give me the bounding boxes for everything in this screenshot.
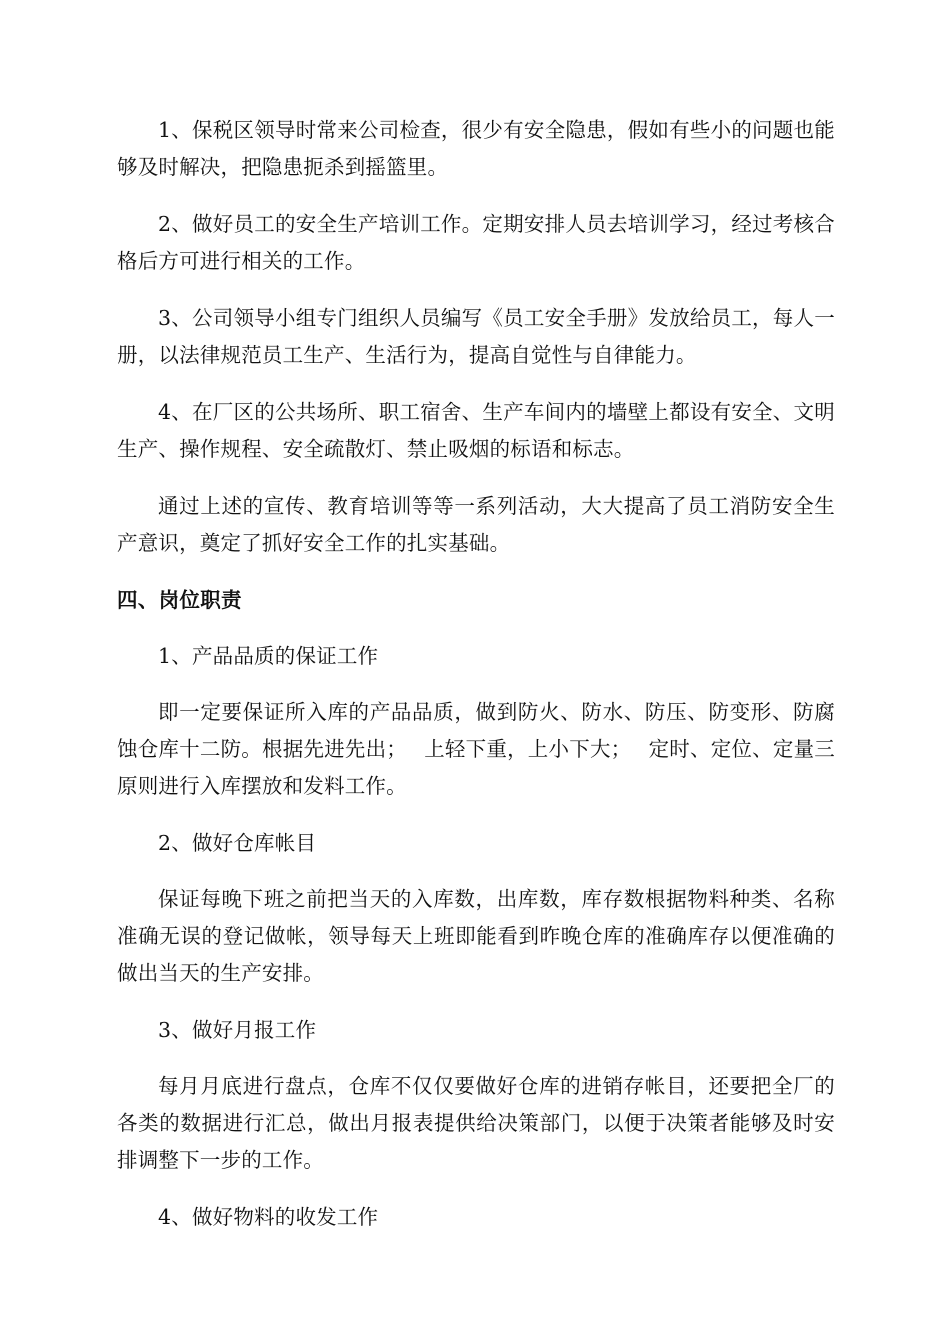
- paragraph-summary: 通过上述的宣传、教育培训等等一系列活动，大大提高了员工消防安全生产意识，奠定了抓好安全工作的扎实基础。: [117, 494, 835, 555]
- paragraph-signage: 4、在厂区的公共场所、职工宿舍、生产车间内的墙壁上都设有安全、文明生产、操作规程、安全疏散灯、禁止吸烟的标语和标志。: [117, 400, 835, 461]
- duty-title-material-handling: 4、做好物料的收发工作: [158, 1205, 379, 1229]
- paragraph-inspection: 1、保税区领导时常来公司检查，很少有安全隐患，假如有些小的问题也能够及时解决，把隐患扼杀到摇篮里。: [117, 118, 835, 179]
- duty-body-monthly-report: 每月月底进行盘点，仓库不仅仅要做好仓库的进销存帐目，还要把全厂的各类的数据进行汇总，做出月报表提供给决策部门，以便于决策者能够及时安排调整下一步的工作。: [117, 1074, 835, 1172]
- duty-title-monthly-report: 3、做好月报工作: [158, 1018, 317, 1042]
- paragraph-handbook: 3、公司领导小组专门组织人员编写《员工安全手册》发放给员工，每人一册，以法律规范员工生产、生活行为，提高自觉性与自律能力。: [117, 306, 835, 367]
- section-heading: 四、岗位职责: [117, 588, 242, 612]
- document-body: [117, 112, 835, 1255]
- duty-body-accounts: 保证每晚下班之前把当天的入库数，出库数，库存数根据物料种类、名称准确无误的登记做帐，领导每天上班即能看到昨晚仓库的准确库存以便准确的做出当天的生产安排。: [117, 887, 835, 985]
- duty-title-quality: 1、产品品质的保证工作: [158, 644, 379, 668]
- paragraph-training: 2、做好员工的安全生产培训工作。定期安排人员去培训学习，经过考核合格后方可进行相关的工作。: [117, 212, 835, 273]
- duty-title-accounts: 2、做好仓库帐目: [158, 831, 317, 855]
- duty-body-quality: 即一定要保证所入库的产品品质，做到防火、防水、防压、防变形、防腐蚀仓库十二防。根据先进先出； 上轻下重，上小下大； 定时、定位、定量三原则进行入库摆放和发料工作。: [117, 700, 835, 798]
